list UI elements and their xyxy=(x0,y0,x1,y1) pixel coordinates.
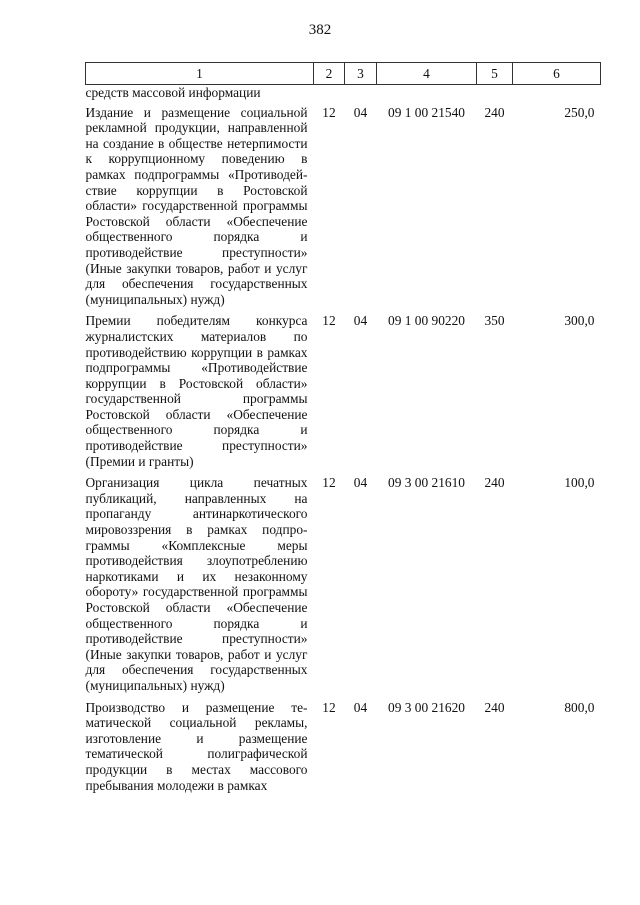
row-amount: 800,0 xyxy=(564,699,595,715)
table-body xyxy=(86,85,601,800)
row-subsection: 04 xyxy=(353,104,368,120)
row-expense-type: 240 xyxy=(484,699,505,715)
row-amount: 100,0 xyxy=(564,475,595,491)
row-expense-type: 240 xyxy=(484,475,505,491)
row-target-article: 09 3 00 21610 xyxy=(388,475,465,491)
row-description: Издание и размещение социальной рекламной продукции, направленной на создание в обществе нетерпимости к коррупционному поведению в рамках подпрограммы «Противодействие коррупции в Ростовской области» государственной программы Ростовской области «Обеспечение общественного порядка и противодействие преступности» (Иные закупки товаров, работ и услуг для обеспечения государственных (муниципальных) нужд) xyxy=(85,104,308,307)
row-expense-type: 350 xyxy=(484,313,505,329)
row-amount: 250,0 xyxy=(564,104,595,120)
row-section: 12 xyxy=(322,699,336,715)
column-header-4: 4 xyxy=(377,63,477,85)
table-row xyxy=(86,105,601,314)
table-header xyxy=(86,63,601,85)
row-section: 12 xyxy=(322,313,336,329)
budget-table xyxy=(85,62,601,799)
row-target-article: 09 1 00 21540 xyxy=(388,104,465,120)
row-subsection: 04 xyxy=(353,313,368,329)
row-amount: 300,0 xyxy=(564,313,595,329)
row-subsection: 04 xyxy=(353,699,368,715)
page-number: 382 xyxy=(308,22,332,38)
table-row xyxy=(86,313,601,475)
row-target-article: 09 3 00 21620 xyxy=(388,699,465,715)
row-subsection: 04 xyxy=(353,475,368,491)
row-expense-type: 240 xyxy=(484,104,505,120)
column-header-6: 6 xyxy=(513,63,601,85)
row-section: 12 xyxy=(322,475,336,491)
header-row xyxy=(86,63,601,85)
row-description: Премии победителям конкурса журналистских материалов по противодействию коррупции в рамках подпрограммы «Противодействие коррупции в Ростовской области» государственной программы Ростовской области «Обеспечение общественного порядка и противодействие преступности» (Премии и гранты) xyxy=(85,313,308,469)
column-header-5: 5 xyxy=(477,63,513,85)
row-description: Производство и размещение тематической социальной рекламы, изготовление и размещение тематической полиграфической продукции в местах массового пребывания молодежи в рамках xyxy=(85,699,308,793)
row-description: Организация цикла печатных публикаций, направленных на пропаганду антинаркотического мировоззрения в рамках подпрограммы «Комплексные меры противодействия злоупотреблению наркотиками и их незаконному обороту» государственной программы Ростовской области «Обеспечение общественного порядка и противодействие преступности» (Иные закупки товаров, работ и услуг для обеспечения государственных (муниципальных) нужд) xyxy=(85,475,308,693)
continuation-text: средств массовой информации xyxy=(85,85,261,100)
table-row xyxy=(86,700,601,800)
column-header-1: 1 xyxy=(86,63,314,85)
table-row xyxy=(86,475,601,699)
continuation-row xyxy=(86,85,601,105)
row-target-article: 09 1 00 90220 xyxy=(388,313,465,329)
row-section: 12 xyxy=(322,104,336,120)
column-header-3: 3 xyxy=(345,63,377,85)
column-header-2: 2 xyxy=(314,63,345,85)
